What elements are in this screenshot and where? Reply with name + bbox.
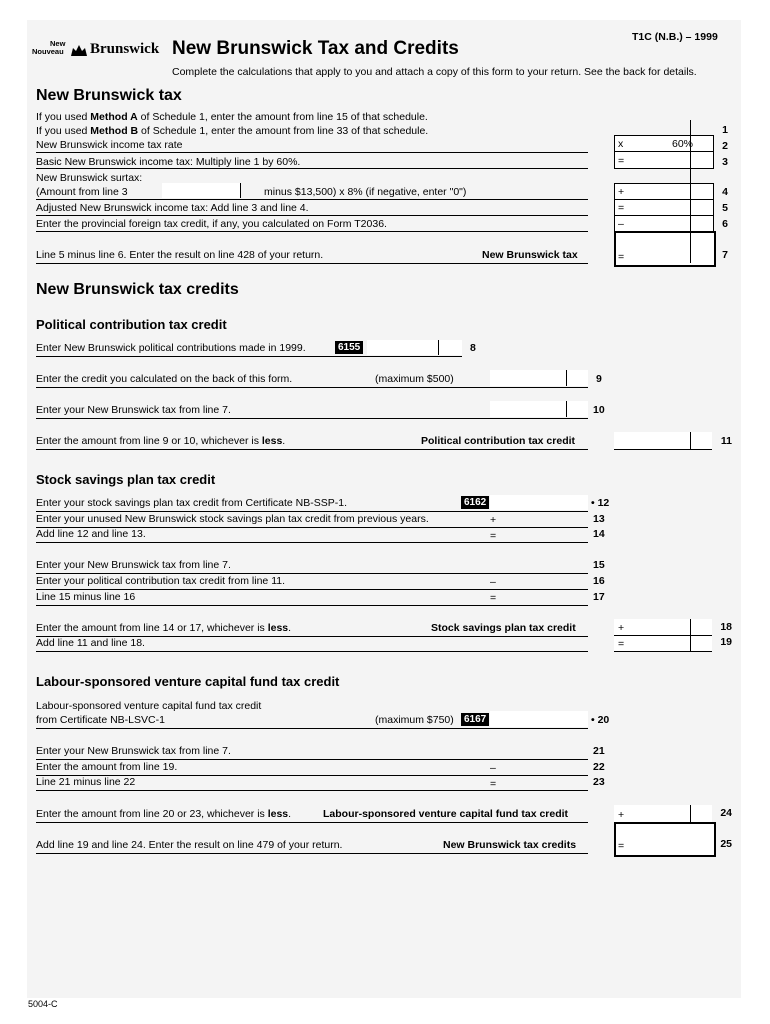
line-24-field[interactable]: [614, 805, 712, 822]
line-17-label: Line 15 minus line 16: [36, 591, 136, 603]
line-11-field[interactable]: [614, 432, 712, 449]
line-4-label-a: (Amount from line 3: [36, 186, 128, 198]
line-8-label: Enter New Brunswick political contributions made in 1999.: [36, 342, 306, 354]
line-number-20: • 20: [591, 714, 610, 726]
line-number-24: 24: [720, 807, 732, 819]
line-6-label: Enter the provincial foreign tax credit, if any, you calculated on Form T2036.: [36, 218, 387, 230]
line-20-max: (maximum $750): [375, 714, 454, 726]
line-number-13: 13: [593, 513, 605, 525]
line-7-field[interactable]: [614, 231, 716, 267]
code-6162: 6162: [461, 496, 489, 509]
line-number-6: 6: [722, 218, 728, 230]
line-4-op: +: [618, 186, 625, 198]
line-number-4: 4: [722, 186, 728, 198]
line-20-field[interactable]: [490, 711, 588, 727]
line-14-op: =: [490, 530, 497, 542]
code-6155: 6155: [335, 341, 363, 354]
line-number-17: 17: [593, 591, 605, 603]
page-title: New Brunswick Tax and Credits: [172, 38, 459, 59]
line-22-label: Enter the amount from line 19.: [36, 761, 178, 773]
line-number-9: 9: [596, 373, 602, 385]
political-heading: Political contribution tax credit: [36, 317, 227, 332]
line-6-op: –: [618, 218, 624, 230]
line-2-field[interactable]: [614, 151, 714, 169]
logo-new: New: [50, 39, 66, 48]
line-number-22: 22: [593, 761, 605, 773]
line-2-op: =: [618, 155, 625, 167]
line-number-1: 1: [722, 124, 728, 136]
line-25-label: Add line 19 and line 24. Enter the result on line 479 of your return.: [36, 839, 343, 851]
line-10-label: Enter your New Brunswick tax from line 7.: [36, 404, 231, 416]
section-heading-nb-tax: New Brunswick tax: [36, 87, 182, 104]
line-number-12: • 12: [591, 497, 610, 509]
line-number-18: 18: [720, 621, 732, 633]
line-5-label: Adjusted New Brunswick income tax: Add line 3 and line 4.: [36, 202, 309, 214]
line-25-op: =: [618, 840, 625, 852]
line-25-field[interactable]: [614, 822, 716, 857]
line-1-op: x: [618, 138, 624, 150]
logo-nouveau: Nouveau: [32, 47, 64, 56]
line-4-label-b: minus $13,500) x 8% (if negative, enter "0"): [264, 186, 467, 198]
line-10-field[interactable]: [490, 401, 588, 417]
line-8-field[interactable]: [367, 340, 462, 355]
method-b-text: If you used Method B of Schedule 1, enter the amount from line 33 of that schedule.: [36, 125, 429, 137]
line-24-op: +: [618, 809, 625, 821]
line-number-3: 3: [722, 156, 728, 168]
line-15-label: Enter your New Brunswick tax from line 7.: [36, 559, 231, 571]
nb-logo: [32, 40, 160, 60]
line-number-14: 14: [593, 528, 605, 540]
line-number-8: 8: [470, 342, 476, 354]
line-13-label: Enter your unused New Brunswick stock savings plan tax credit from previous years.: [36, 513, 429, 525]
line-12-label: Enter your stock savings plan tax credit from Certificate NB-SSP-1.: [36, 497, 348, 509]
line-22-op: –: [490, 762, 496, 774]
surtax-label: New Brunswick surtax:: [36, 172, 143, 184]
line-number-2: 2: [722, 140, 728, 152]
line-18-total-label: Stock savings plan tax credit: [431, 622, 576, 634]
line-18-label: Enter the amount from line 14 or 17, whichever is less.: [36, 622, 292, 634]
line-23-label: Line 21 minus line 22: [36, 776, 136, 788]
line-number-25: 25: [720, 838, 732, 850]
line-number-5: 5: [722, 202, 728, 214]
line-20-label-b: from Certificate NB-LSVC-1: [36, 714, 165, 726]
crest-icon: [69, 43, 89, 57]
form-id: T1C (N.B.) – 1999: [632, 31, 718, 43]
line-14-label: Add line 12 and line 13.: [36, 528, 146, 540]
line-23-op: =: [490, 778, 497, 790]
line-number-7: 7: [722, 249, 728, 261]
stock-heading: Stock savings plan tax credit: [36, 472, 216, 487]
line-5-op: =: [618, 202, 625, 214]
line-9-max: (maximum $500): [375, 373, 454, 385]
line-7-total-label: New Brunswick tax: [482, 249, 578, 261]
line-7-op: =: [618, 251, 625, 263]
line-1-label: New Brunswick income tax rate: [36, 139, 183, 151]
method-a-text: If you used Method A of Schedule 1, enter the amount from line 15 of that schedule.: [36, 111, 428, 123]
line-18-op: +: [618, 622, 625, 634]
line-16-op: –: [490, 576, 496, 588]
code-6167: 6167: [461, 713, 489, 726]
line-24-total-label: Labour-sponsored venture capital fund tax credit: [323, 808, 569, 820]
line-17-op: =: [490, 592, 497, 604]
page-subtitle: Complete the calculations that apply to you and attach a copy of this form to your return. See the back for details.: [172, 66, 697, 78]
line-4-amount-field[interactable]: [162, 183, 240, 198]
line-19-label: Add line 11 and line 18.: [36, 637, 145, 649]
line-1-value: 60%: [672, 138, 694, 150]
line-24-label: Enter the amount from line 20 or 23, whichever is less.: [36, 808, 292, 820]
line-number-10: 10: [593, 404, 605, 416]
line-21-label: Enter your New Brunswick tax from line 7.: [36, 745, 231, 757]
line-9-label: Enter the credit you calculated on the back of this form.: [36, 373, 293, 385]
line-number-23: 23: [593, 776, 605, 788]
line-2-label: Basic New Brunswick income tax: Multiply line 1 by 60%.: [36, 156, 301, 168]
form-code: 5004-C: [28, 999, 58, 1009]
line-number-15: 15: [593, 559, 605, 571]
line-25-total-label: New Brunswick tax credits: [443, 839, 577, 851]
line-number-21: 21: [593, 745, 605, 757]
line-11-total-label: Political contribution tax credit: [421, 435, 576, 447]
section-heading-credits: New Brunswick tax credits: [36, 281, 239, 298]
line-16-label: Enter your political contribution tax credit from line 11.: [36, 575, 286, 587]
line-13-op: +: [490, 514, 497, 526]
line-11-label: Enter the amount from line 9 or 10, whichever is less.: [36, 435, 286, 447]
line-number-16: 16: [593, 575, 605, 587]
line-19-op: =: [618, 638, 625, 650]
logo-brunswick: Brunswick: [90, 41, 160, 57]
line-number-19: 19: [720, 636, 732, 648]
line-20-label-a: Labour-sponsored venture capital fund tax credit: [36, 700, 262, 712]
line-9-field[interactable]: [490, 370, 588, 386]
line-number-11: 11: [720, 435, 732, 447]
line-12-field[interactable]: [490, 495, 588, 510]
labour-heading: Labour-sponsored venture capital fund tax credit: [36, 674, 340, 689]
line-7-label: Line 5 minus line 6. Enter the result on line 428 of your return.: [36, 249, 324, 261]
